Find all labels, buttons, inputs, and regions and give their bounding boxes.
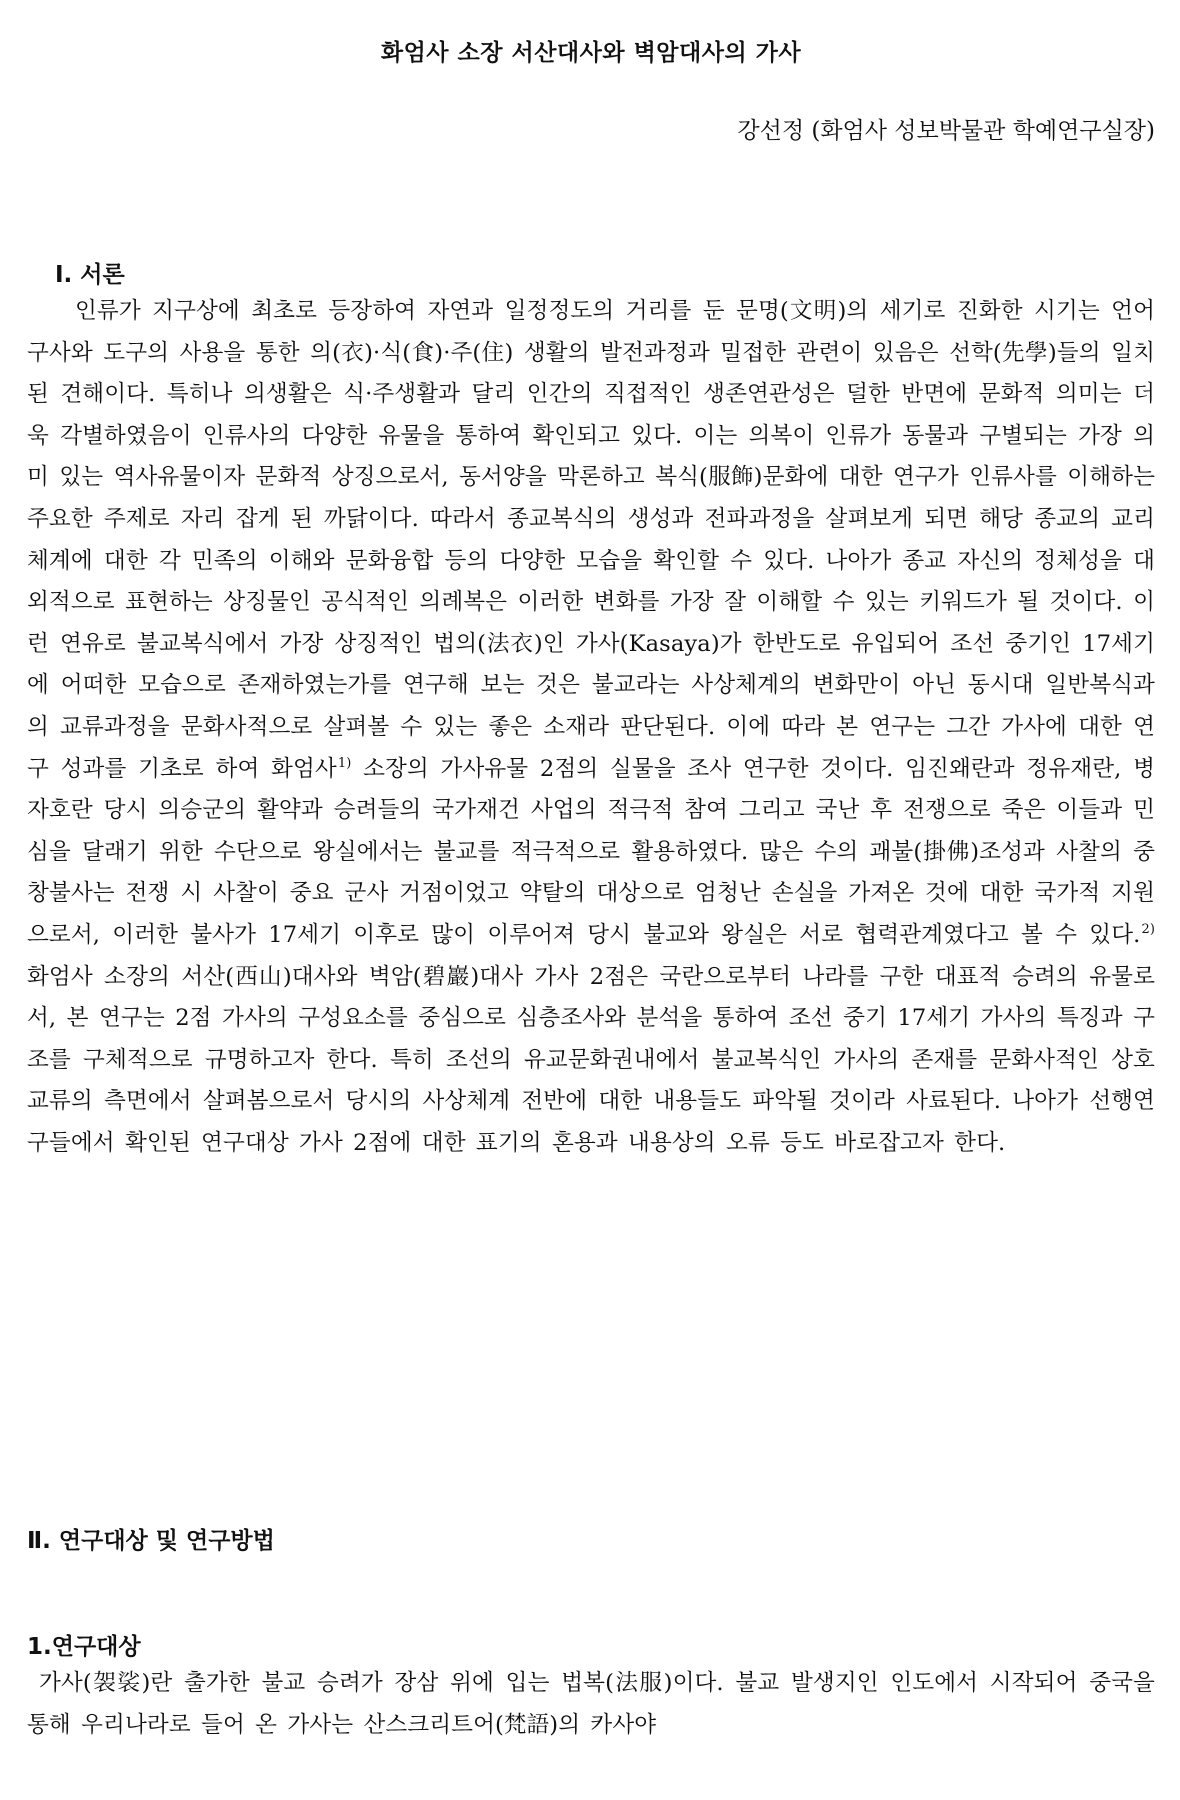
paragraph-text: 인류가 지구상에 최초로 등장하여 자연과 일정정도의 거리를 둔 문명(文明)의 세기로 진화한 시기는 언어구사와 도구의 사용을 통한 의(衣)·식(食)·주(住) 생활의 발전과정과 밀접한 관련이 있음은 선학(先學)들의 일치된 견해이다. 특히나 의생활은 식·주생활과 달리 인간의 직접적인 생존연관성은 덜한 반면에 문화적 의미는 더욱 각별하였음이 인류사의 다양한 유물을 통하여 확인되고 있다. 이는 의복이 인류가 동물과 구별되는 가장 의미 있는 역사유물이자 문화적 상징으로서, 동서양을 막론하고 복식(服飾)문화에 대한 연구가 인류사를 이해하는 주요한 주제로 자리 잡게 된 까닭이다. 따라서 종교복식의 생성과 전파과정을 살펴보게 되면 해당 종교의 교리체계에 대한 각 민족의 이해와 문화융합 등의 다양한 모습을 확인할 수 있다. 나아가 종교 자신의 정체성을 대외적으로 표현하는 상징물인 공식적인 의례복은 이러한 변화를 가장 잘 이해할 수 있는 키워드가 될 것이다. 이런 연유로 불교복식에서 가장 상징적인 법의(法衣)인 가사(Kasaya)가 한반도로 유입되어 조선 중기인 17세기에 어떠한 모습으로 존재하였는가를 연구해 보는 것은 불교라는 사상체계의 변화만이 아닌 동시대 일반복식과의 교류과정을 문화사적으로 살펴볼 수 있는 좋은 소재라 판단된다. 이에 따라 본 연구는 그간 가사에 대한 연구 성과를 기초로 하여 화엄사 [27,298,1155,782]
footnote-marker-2[interactable]: 2) [1141,921,1155,937]
paper-author: 강선정 (화엄사 성보박물관 학예연구실장) [737,118,1155,144]
subsection-heading-research-subject: 1.연구대상 [27,1634,141,1660]
paper-title: 화엄사 소장 서산대사와 벽암대사의 가사 [380,40,802,66]
paragraph-text: 화엄사 소장의 서산(西山)대사와 벽암(碧巖)대사 가사 2점은 국란으로부터 나라를 구한 대표적 승려의 유물로서, 본 연구는 2점 가사의 구성요소를 중심으로 심층조사와 분석을 통하여 조선 중기 17세기 가사의 특징과 구조를 구체적으로 규명하고자 한다. 특히 조선의 유교문화권내에서 불교복식인 가사의 존재를 문화사적인 상호교류의 측면에서 살펴봄으로서 당시의 사상체계 전반에 대한 내용들도 파악될 것이라 사료된다. 나아가 선행연구들에서 확인된 연구대상 가사 2점에 대한 표기의 혼용과 내용상의 오류 등도 바로잡고자 한다. [27,963,1155,1156]
introduction-paragraph [27,291,1155,1164]
paragraph-text: 소장의 가사유물 2점의 실물을 조사 연구한 것이다. 임진왜란과 정유재란, 병자호란 당시 의승군의 활약과 승려들의 국가재건 사업의 적극적 참여 그리고 국난 후 전쟁으로 죽은 이들과 민심을 달래기 위한 수단으로 왕실에서는 불교를 적극적으로 활용하였다. 많은 수의 괘불(掛佛)조성과 사찰의 중창불사는 전쟁 시 사찰이 중요 군사 거점이었고 약탈의 대상으로 엄청난 손실을 가져온 것에 대한 국가적 지원으로서, 이러한 불사가 17세기 이후로 많이 이루어져 당시 불교와 왕실은 서로 협력관계였다고 볼 수 있다. [27,755,1156,948]
footnote-marker-1[interactable]: 1) [337,755,352,771]
section-heading-research-subject-method: Ⅱ. 연구대상 및 연구방법 [27,1528,275,1554]
section-heading-introduction: Ⅰ. 서론 [55,262,125,288]
research-subject-paragraph: 가사(袈裟)란 출가한 불교 승려가 장삼 위에 입는 법복(法服)이다. 불교 발생지인 인도에서 시작되어 중국을 통해 우리나라로 들어 온 가사는 산스크리트어(梵語)의 카사야 [27,1670,1155,1738]
